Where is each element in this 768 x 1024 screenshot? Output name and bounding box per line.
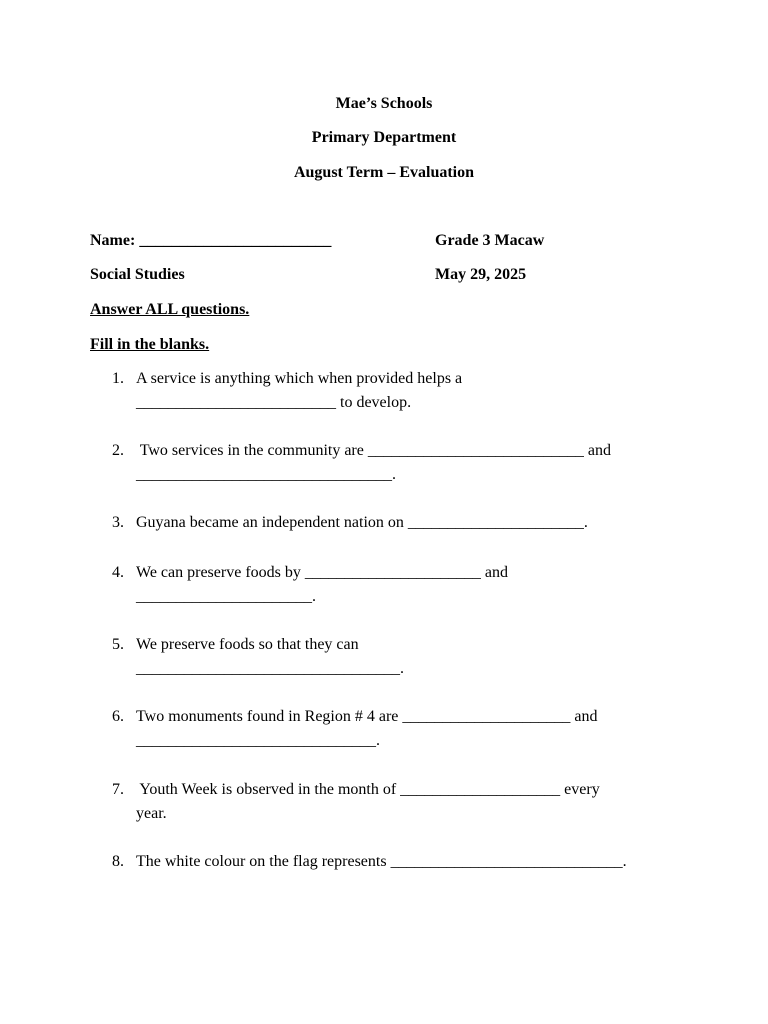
question-line-1: Youth Week is observed in the month of ____________________ every bbox=[136, 781, 600, 798]
question-number: 4. bbox=[112, 564, 124, 581]
question-line-1: A service is anything which when provided helps a bbox=[136, 370, 463, 387]
question-number: 6. bbox=[112, 708, 124, 725]
question-line-2: year. bbox=[136, 805, 167, 822]
question-item bbox=[112, 778, 712, 826]
question-line-1: We can preserve foods by ______________________ and bbox=[136, 564, 508, 581]
name-field-label: Name: ________________________ bbox=[90, 232, 332, 249]
term-title: August Term – Evaluation bbox=[293, 164, 475, 181]
question-number: 8. bbox=[112, 853, 124, 870]
question-line-2: _________________________ to develop. bbox=[136, 394, 412, 411]
question-line-1: Guyana became an independent nation on ______________________. bbox=[136, 514, 588, 531]
question-number: 2. bbox=[112, 442, 124, 459]
question-line-2: ______________________. bbox=[136, 588, 316, 605]
question-line-2: _________________________________. bbox=[136, 660, 404, 677]
question-item bbox=[112, 561, 712, 609]
question-line-1: Two services in the community are ___________________________ and bbox=[136, 442, 611, 459]
question-item bbox=[112, 633, 712, 681]
question-number: 3. bbox=[112, 514, 124, 531]
question-item bbox=[112, 511, 712, 535]
question-line-1: Two monuments found in Region # 4 are _____________________ and bbox=[136, 708, 598, 725]
question-line-1: We preserve foods so that they can bbox=[136, 636, 359, 653]
grade-label: Grade 3 Macaw bbox=[435, 232, 545, 249]
question-item bbox=[112, 367, 712, 415]
department-title: Primary Department bbox=[311, 129, 457, 146]
school-name: Mae’s Schools bbox=[335, 95, 433, 112]
question-line-2: ________________________________. bbox=[136, 466, 396, 483]
question-number: 1. bbox=[112, 370, 124, 387]
subject-label: Social Studies bbox=[90, 266, 185, 283]
section-instruction: Fill in the blanks. bbox=[90, 336, 210, 353]
question-number: 7. bbox=[112, 781, 124, 798]
question-item bbox=[112, 850, 712, 874]
question-item bbox=[112, 705, 712, 753]
question-line-1: The white colour on the flag represents _____________________________. bbox=[136, 853, 627, 870]
general-instruction: Answer ALL questions. bbox=[90, 301, 250, 318]
question-item bbox=[112, 439, 712, 487]
question-number: 5. bbox=[112, 636, 124, 653]
date-label: May 29, 2025 bbox=[435, 266, 527, 283]
question-line-2: ______________________________. bbox=[136, 732, 380, 749]
